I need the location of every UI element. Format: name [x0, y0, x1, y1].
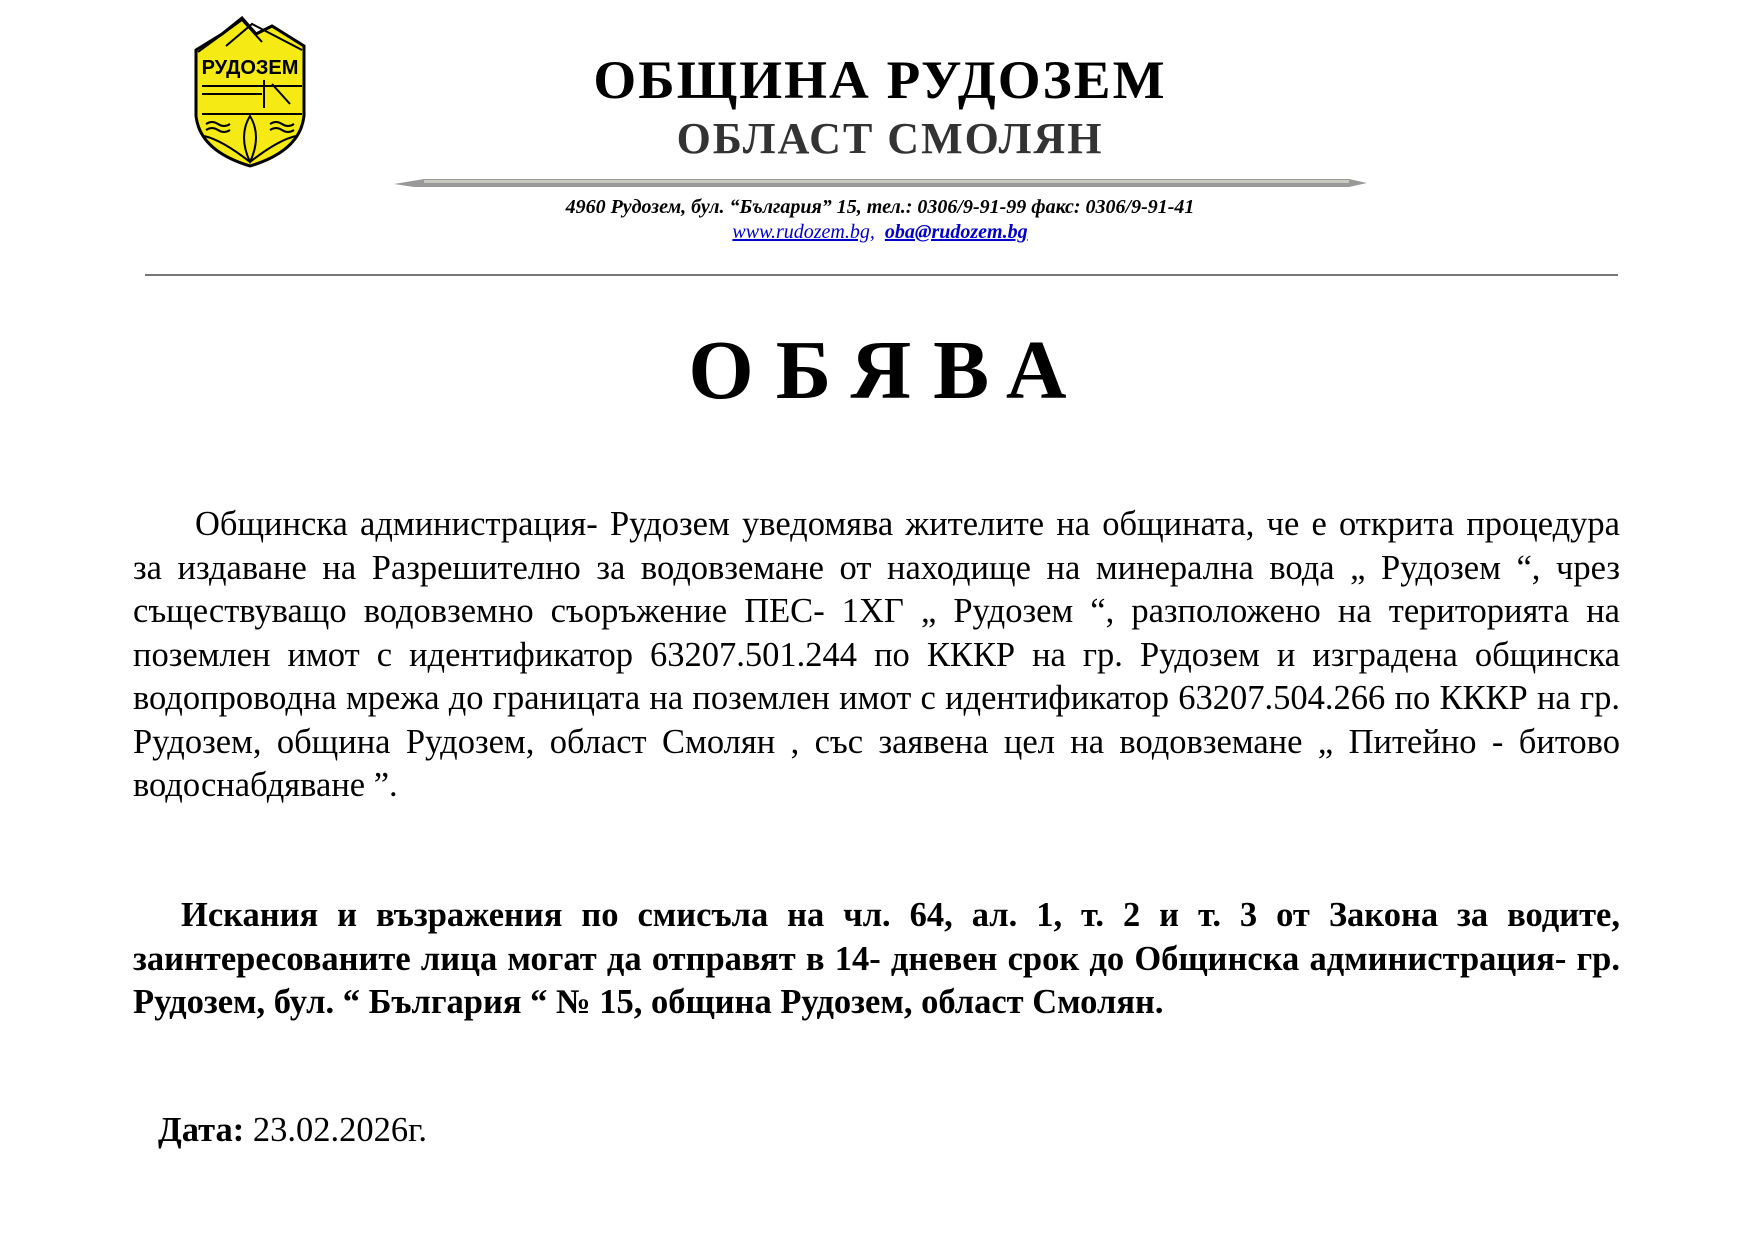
date-label: Дата:	[158, 1111, 245, 1149]
objections-paragraph: Искания и възражения по смисъла на чл. 64, ал. 1, т. 2 и т. 3 от Закона за водите, заинтересованите лица могат да отправят в 14- дневен срок до Общинска администрация- гр. Рудозем, бул. “ България “ № 15, община Рудозем, област Смолян.	[133, 896, 1620, 1021]
municipality-name: ОБЩИНА РУДОЗЕМ	[593, 50, 1167, 110]
decorative-divider	[394, 178, 1367, 188]
municipality-coat-of-arms-logo	[192, 16, 308, 168]
email-link[interactable]: oba@rudozem.bg	[884, 221, 1028, 243]
date-line	[158, 1109, 427, 1153]
website-link[interactable]: www.rudozem.bg,	[732, 221, 875, 243]
document-title: ОБЯВА	[688, 324, 1089, 417]
contact-address: 4960 Рудозем, бул. “България” 15, тел.: 0306/9-91-99 факс: 0306/9-91-41	[565, 196, 1195, 218]
svg-text:РУДОЗЕМ: РУДОЗЕМ	[201, 57, 299, 79]
region-name: ОБЛАСТ СМОЛЯН	[676, 114, 1104, 163]
announcement-paragraph: Общинска администрация- Рудозем уведомява жителите на общината, че е открита процедура за издаване на Разрешително за водовземане от находище на минерална вода „ Рудозем “, чрез съществуващо водовземно съоръжение ПЕС- 1ХГ „ Рудозем “, разположено на територията на поземлен имот с идентификатор 63207.501.244 по КККР на гр. Рудозем и изградена общинска водопроводна мрежа до границата на поземлен имот с идентификатор 63207.504.266 по КККР на гр. Рудозем, община Рудозем, област Смолян , със заявена цел на водовземане „ Питейно - битово водоснабдяване ”.	[133, 505, 1620, 804]
date-value: 23.02.2026г.	[244, 1111, 427, 1149]
header-rule	[145, 274, 1618, 276]
contact-links	[380, 220, 1380, 244]
